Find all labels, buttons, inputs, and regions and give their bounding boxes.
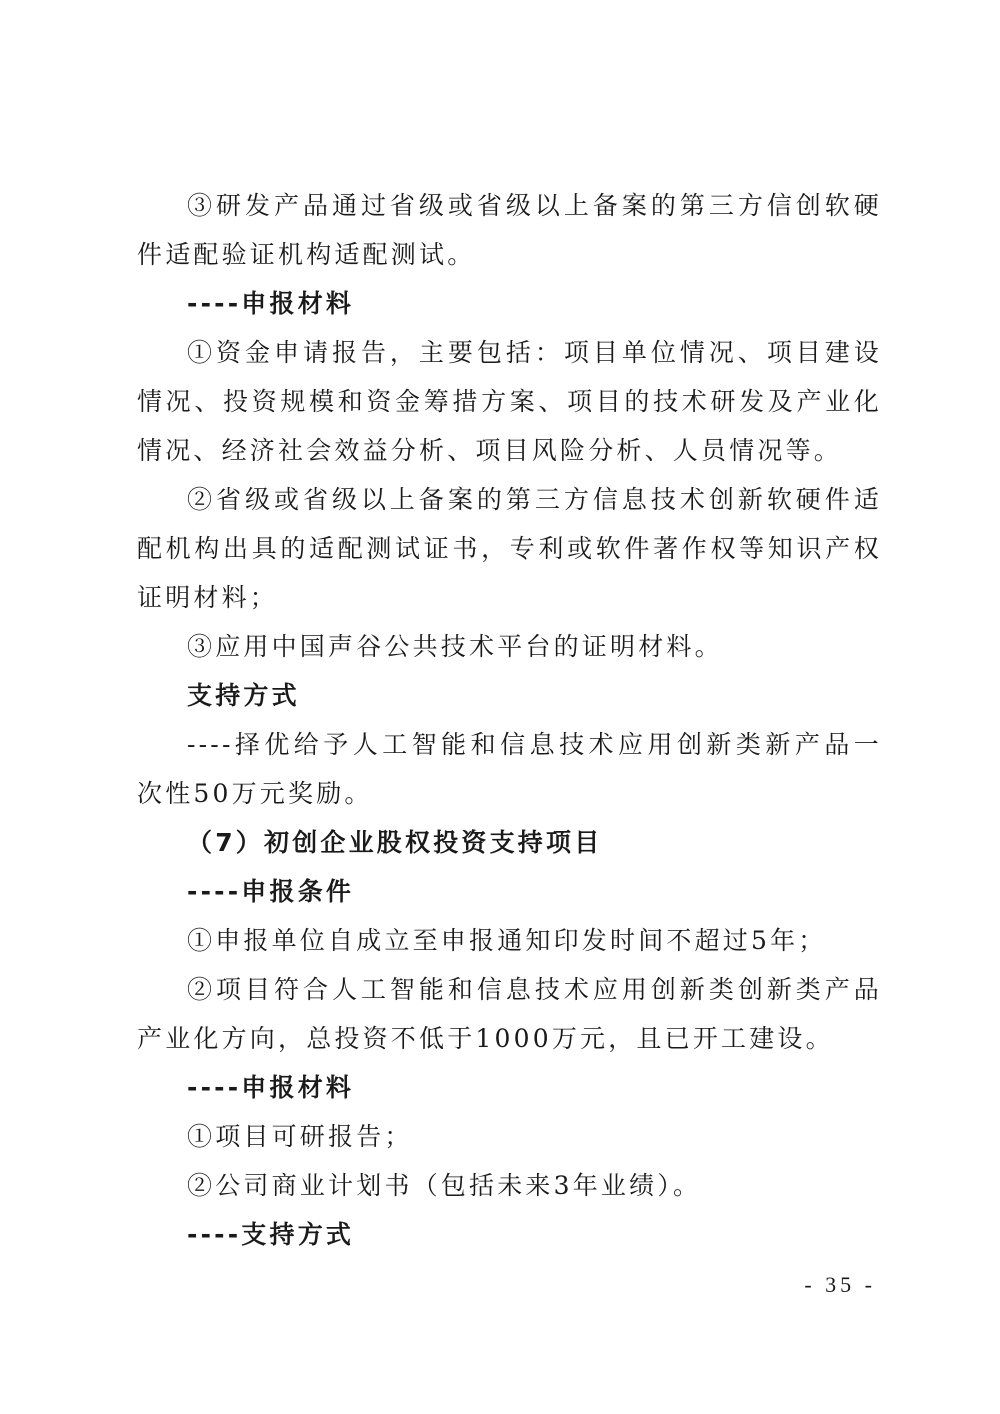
heading-application-materials-2: ----申报材料 bbox=[187, 1073, 355, 1102]
heading-support-method: 支持方式 bbox=[187, 681, 300, 710]
paragraph-material-2: ②省级或省级以上备案的第三方信息技术创新软硬件适配机构出具的适配测试证书，专利或软件著作权等知识产权证明材料； bbox=[137, 485, 882, 612]
page-number: - 35 - bbox=[804, 1272, 876, 1297]
paragraph-support-reward: ----择优给予人工智能和信息技术应用创新类新产品一次性50万元奖励。 bbox=[137, 730, 882, 808]
paragraph-material-feasibility: ①项目可研报告； bbox=[187, 1122, 413, 1151]
paragraph-material-business-plan: ②公司商业计划书（包括未来3年业绩）。 bbox=[187, 1171, 702, 1200]
paragraph-material-1: ①资金申请报告，主要包括：项目单位情况、项目建设情况、投资规模和资金筹措方案、项目的技术研发及产业化情况、经济社会效益分析、项目风险分析、人员情况等。 bbox=[137, 338, 882, 465]
heading-section-7: （7）初创企业股权投资支持项目 bbox=[187, 828, 603, 857]
heading-application-materials: ----申报材料 bbox=[187, 289, 355, 318]
paragraph-condition-2: ②项目符合人工智能和信息技术应用创新类创新类产品产业化方向，总投资不低于1000万元，且已开工建设。 bbox=[137, 975, 882, 1053]
heading-support-method-2: ----支持方式 bbox=[187, 1220, 355, 1249]
paragraph-condition-1: ①申报单位自成立至申报通知印发时间不超过5年； bbox=[187, 926, 827, 955]
paragraph-condition-3: ③研发产品通过省级或省级以上备案的第三方信创软硬件适配验证机构适配测试。 bbox=[137, 191, 882, 269]
paragraph-material-3: ③应用中国声谷公共技术平台的证明材料。 bbox=[187, 632, 723, 661]
heading-application-conditions: ----申报条件 bbox=[187, 877, 355, 906]
